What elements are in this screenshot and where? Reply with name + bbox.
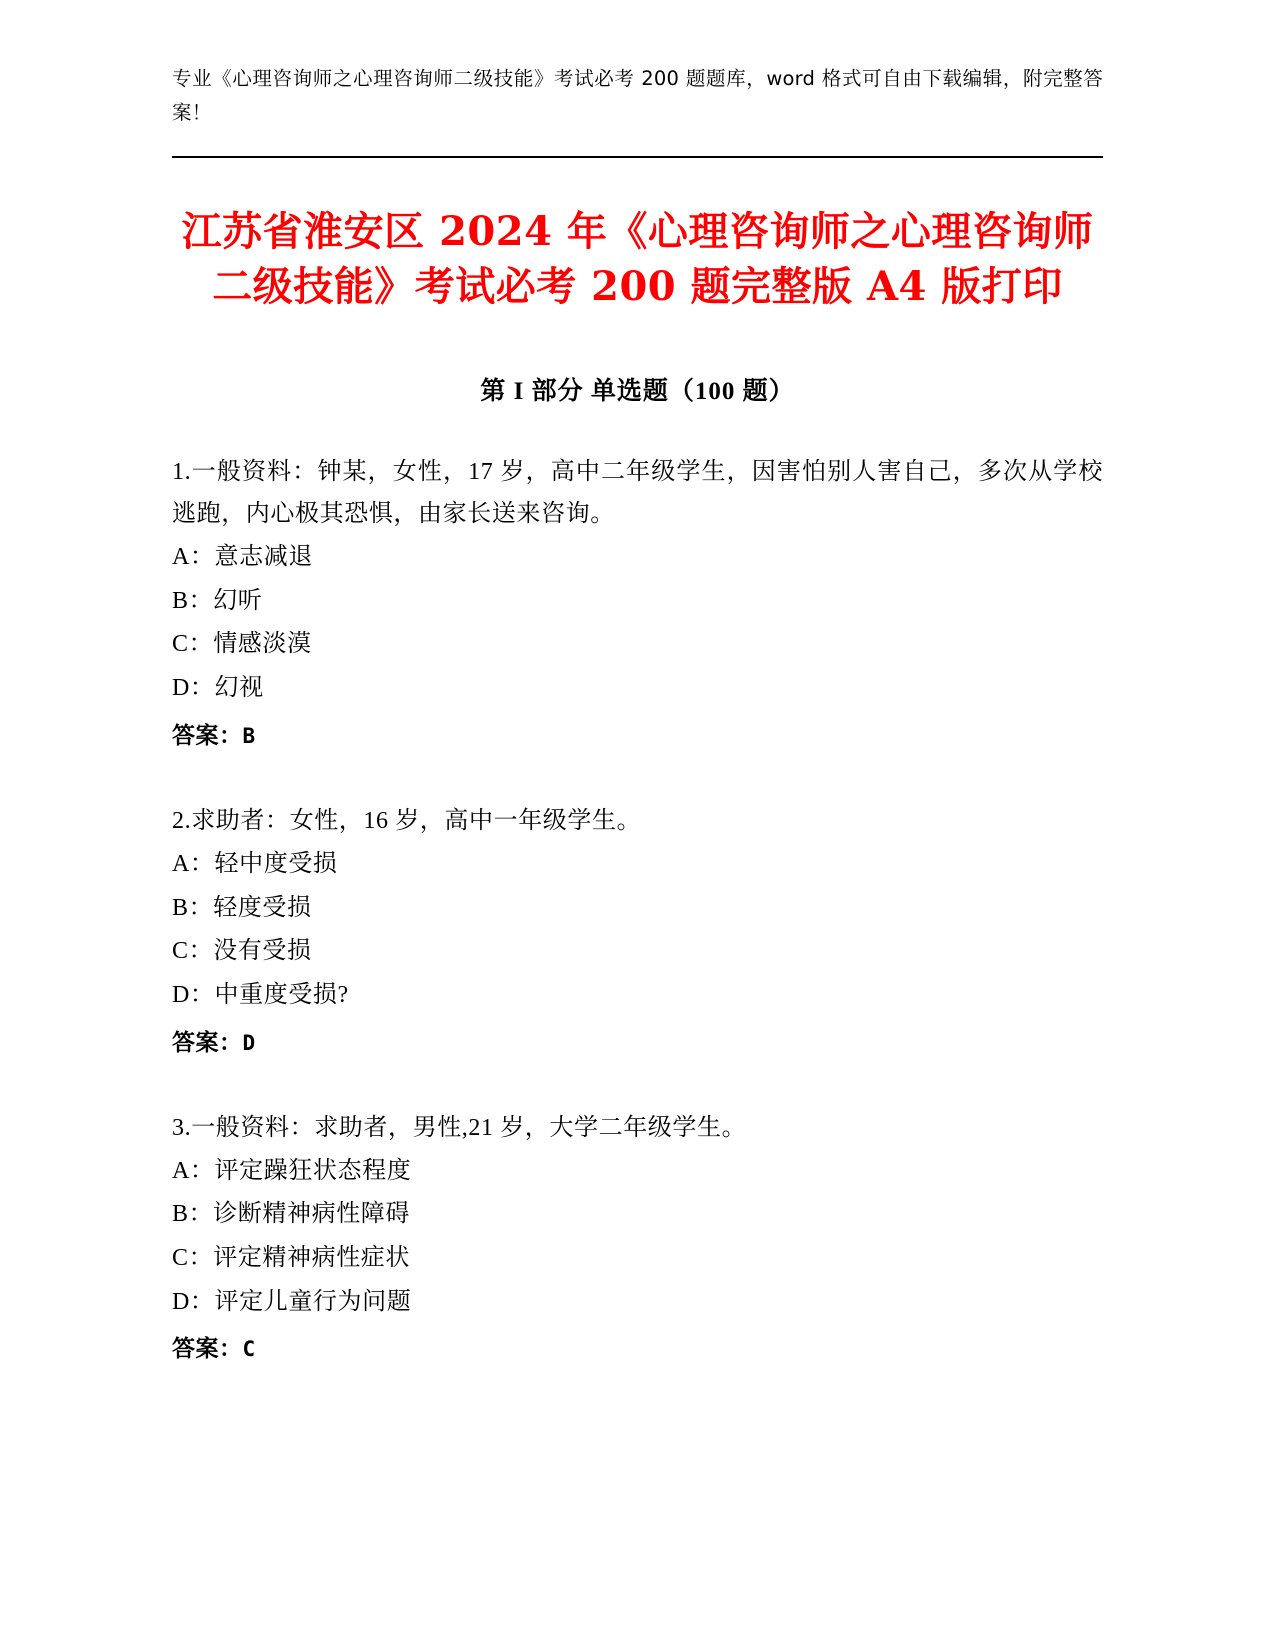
question-stem: 3.一般资料：求助者，男性,21 岁，大学二年级学生。: [172, 1114, 747, 1141]
answer-line: [172, 1022, 1103, 1063]
question-option: D：中重度受损?: [172, 981, 349, 1008]
answer-value: C: [242, 1337, 256, 1362]
answer-label: 答案：: [172, 1336, 243, 1362]
question-option: A：轻中度受损: [172, 850, 338, 877]
question-option: B：诊断精神病性障碍: [172, 1201, 411, 1228]
question-option: C：情感淡漠: [172, 631, 312, 658]
answer-line: [172, 715, 1103, 756]
answer-value: D: [242, 1030, 256, 1055]
question-option: B：幻听: [172, 587, 263, 614]
question-option: A：意志减退: [172, 544, 313, 571]
question-stem: 1.一般资料：钟某，女性，17 岁，高中二年级学生，因害怕别人害自己，多次从学校逃跑，内心极其恐惧，由家长送来咨询。: [172, 458, 1103, 528]
section-heading: 第 I 部分 单选题（100 题）: [480, 377, 795, 405]
answer-value: B: [242, 723, 256, 748]
question-block: [172, 800, 1103, 1063]
question-block: [172, 1107, 1103, 1370]
question-option: D：幻视: [172, 675, 264, 702]
question-option: B：轻度受损: [172, 894, 312, 921]
answer-line: [172, 1328, 1103, 1369]
question-block: [172, 451, 1103, 757]
header-note: 专业《心理咨询师之心理咨询师二级技能》考试必考 200 题题库，word 格式可自由下载编辑，附完整答案！: [172, 67, 1103, 125]
header-divider: [172, 156, 1103, 158]
question-option: C：没有受损: [172, 938, 312, 965]
question-stem: 2.求助者：女性，16 岁，高中一年级学生。: [172, 808, 642, 835]
question-option: A：评定躁狂状态程度: [172, 1157, 412, 1184]
answer-label: 答案：: [172, 1029, 243, 1055]
answer-label: 答案：: [172, 722, 243, 748]
page-title: 江苏省淮安区 2024 年《心理咨询师之心理咨询师二级技能》考试必考 200 题完整版 A4 版打印: [181, 208, 1094, 311]
question-option: D：评定儿童行为问题: [172, 1288, 412, 1315]
question-option: C：评定精神病性症状: [172, 1245, 411, 1271]
